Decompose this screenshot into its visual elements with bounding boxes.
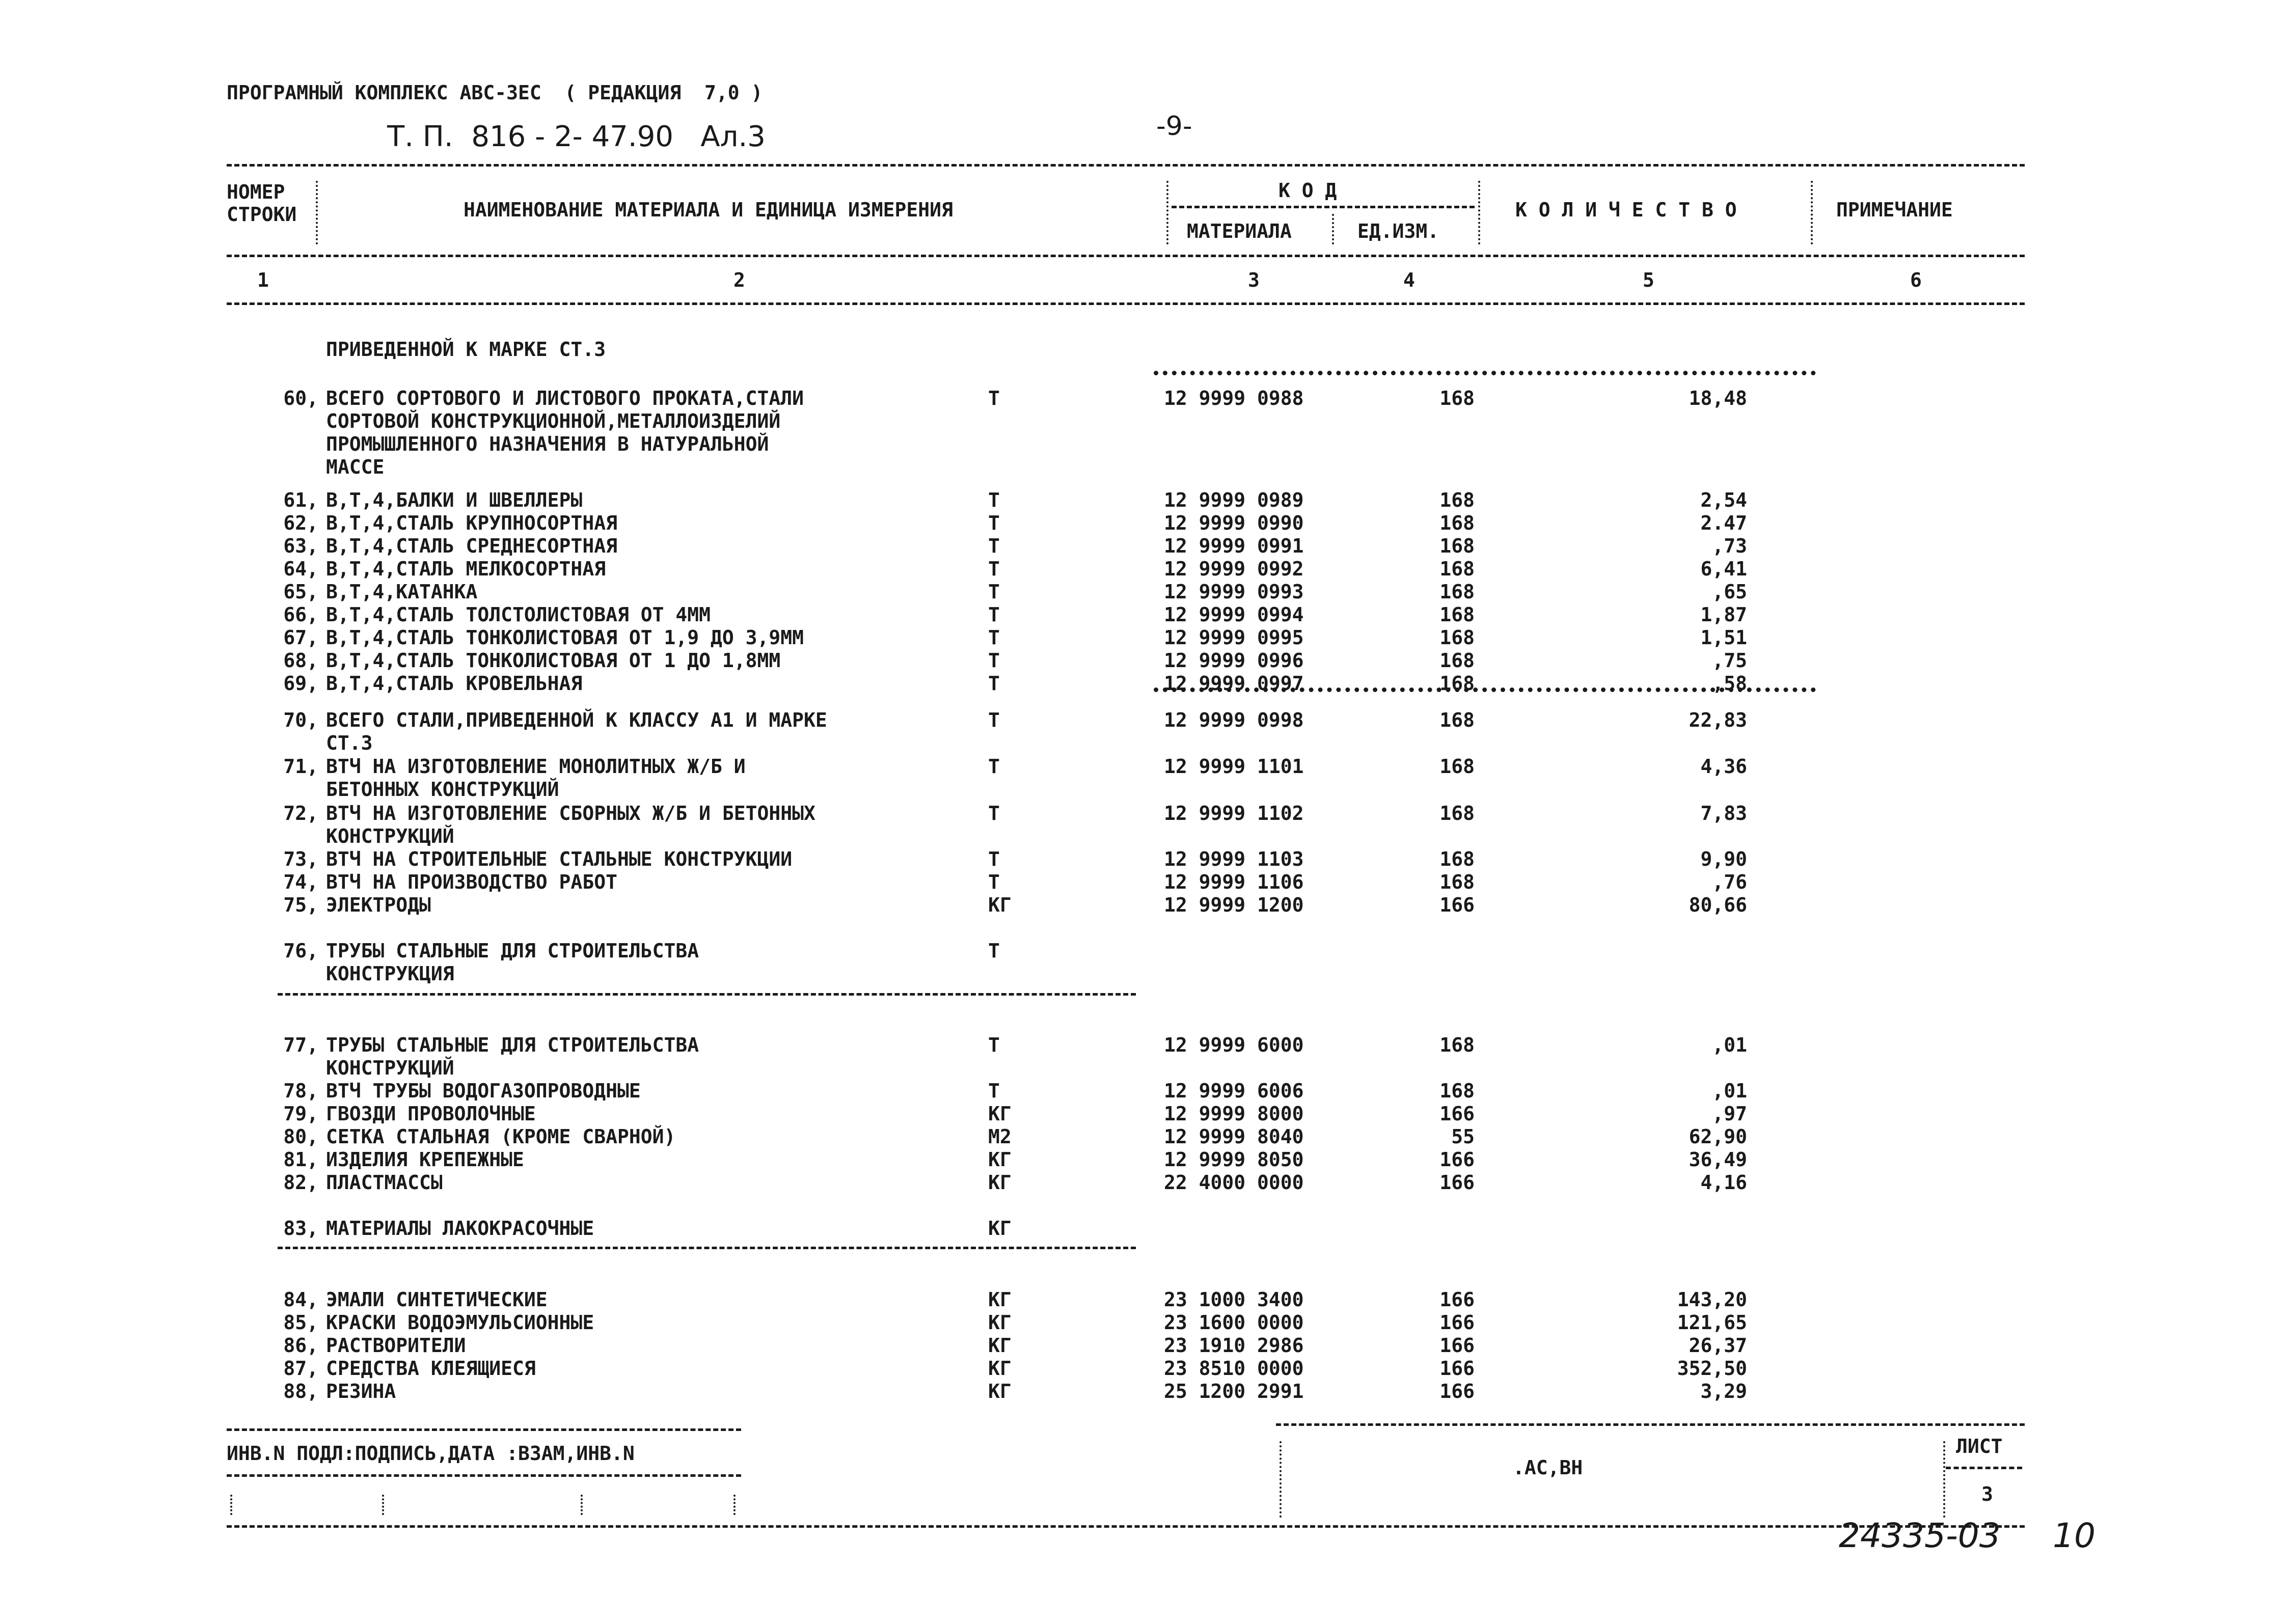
unit-code: 166 — [1439, 1357, 1475, 1380]
unit-code: 166 — [1439, 1380, 1475, 1402]
row-number: 82, — [283, 1171, 318, 1194]
material-name: В,Т,4,СТАЛЬ ТОНКОЛИСТОВАЯ ОТ 1 ДО 1,8ММ — [326, 649, 781, 672]
material-name: В,Т,4,КАТАНКА — [326, 581, 478, 603]
section-title: ПРИВЕДЕННОЙ К МАРКЕ СТ.3 — [326, 338, 606, 361]
stamp-top-rule — [227, 1428, 741, 1431]
title-block-left — [1280, 1441, 1282, 1518]
unit-label: Т — [988, 802, 1000, 824]
header-num-1: 1 — [257, 269, 269, 291]
unit-code: 166 — [1439, 1288, 1475, 1311]
material-code: 12 9999 8000 — [1164, 1103, 1304, 1125]
header-kod-rule — [1172, 206, 1475, 208]
row-number: 60, — [283, 387, 318, 409]
material-name: В,Т,4,СТАЛЬ ТОЛСТОЛИСТОВАЯ ОТ 4ММ — [326, 603, 711, 626]
total-separator-1 — [1154, 371, 1816, 375]
unit-code: 168 — [1439, 581, 1475, 603]
header-num-6: 6 — [1910, 269, 1922, 291]
unit-code: 168 — [1439, 603, 1475, 626]
unit-label: КГ — [988, 1357, 1012, 1380]
material-name: В,Т,4,СТАЛЬ МЕЛКОСОРТНАЯ — [326, 558, 606, 580]
material-code: 12 9999 8040 — [1164, 1125, 1304, 1148]
unit-label: М2 — [988, 1125, 1012, 1148]
material-code: 12 9999 0994 — [1164, 603, 1304, 626]
quantity-value: ,75 — [1712, 649, 1747, 672]
material-code: 12 9999 0988 — [1164, 387, 1304, 409]
unit-code: 168 — [1439, 626, 1475, 649]
material-code: 12 9999 1200 — [1164, 894, 1304, 916]
material-name: ПРОМЫШЛЕННОГО НАЗНАЧЕНИЯ В НАТУРАЛЬНОЙ — [326, 433, 769, 455]
unit-code: 168 — [1439, 387, 1475, 409]
unit-label: КГ — [988, 1171, 1012, 1194]
material-code: 12 9999 0996 — [1164, 649, 1304, 672]
quantity-value: ,73 — [1712, 535, 1747, 557]
quantity-value: 6,41 — [1700, 558, 1747, 580]
header-bottom-rule — [227, 302, 2025, 305]
header-sep-3 — [1478, 181, 1480, 244]
material-name: ВСЕГО СОРТОВОГО И ЛИСТОВОГО ПРОКАТА,СТАЛИ — [326, 387, 804, 409]
quantity-value: 4,16 — [1700, 1171, 1747, 1194]
unit-label: КГ — [988, 1217, 1012, 1240]
stamp-cell-2 — [382, 1495, 384, 1515]
material-name: ЭЛЕКТРОДЫ — [326, 894, 431, 916]
material-name: СРЕДСТВА КЛЕЯЩИЕСЯ — [326, 1357, 536, 1380]
material-name: ЭМАЛИ СИНТЕТИЧЕСКИЕ — [326, 1288, 548, 1311]
row-number: 73, — [283, 848, 318, 870]
unit-label: Т — [988, 512, 1000, 534]
page-number: -9- — [1156, 111, 1192, 142]
unit-code: 168 — [1439, 1034, 1475, 1056]
material-name: В,Т,4,СТАЛЬ КРУПНОСОРТНАЯ — [326, 512, 617, 534]
header-num-3: 3 — [1248, 269, 1260, 291]
unit-label: КГ — [988, 894, 1012, 916]
unit-code: 55 — [1451, 1125, 1475, 1148]
header-quantity: К О Л И Ч Е С Т В О — [1515, 199, 1737, 221]
material-name: ВТЧ НА ПРОИЗВОДСТВО РАБОТ — [326, 871, 617, 893]
material-name: СОРТОВОЙ КОНСТРУКЦИОННОЙ,МЕТАЛЛОИЗДЕЛИЙ — [326, 410, 781, 432]
header-row-number: НОМЕР СТРОКИ — [227, 181, 297, 226]
material-name: МАССЕ — [326, 456, 385, 478]
material-code: 25 1200 2991 — [1164, 1380, 1304, 1402]
unit-label: Т — [988, 489, 1000, 511]
quantity-value: ,01 — [1712, 1080, 1747, 1102]
group-separator-83 — [278, 1247, 1136, 1249]
material-code: 12 9999 0990 — [1164, 512, 1304, 534]
unit-label: Т — [988, 1080, 1000, 1102]
material-name: ВТЧ ТРУБЫ ВОДОГАЗОПРОВОДНЫЕ — [326, 1080, 641, 1102]
row-number: 88, — [283, 1380, 318, 1402]
material-name: ТРУБЫ СТАЛЬНЫЕ ДЛЯ СТРОИТЕЛЬСТВА — [326, 1034, 699, 1056]
quantity-value: 1,51 — [1700, 626, 1747, 649]
stamp-cell-1 — [230, 1495, 232, 1515]
unit-code: 166 — [1439, 894, 1475, 916]
unit-label: Т — [988, 755, 1000, 778]
row-number: 86, — [283, 1334, 318, 1357]
header-sep-1 — [316, 181, 318, 244]
unit-code: 168 — [1439, 802, 1475, 824]
material-name: РАСТВОРИТЕЛИ — [326, 1334, 466, 1357]
unit-label: Т — [988, 626, 1000, 649]
row-number: 68, — [283, 649, 318, 672]
quantity-value: 4,36 — [1700, 755, 1747, 778]
row-number: 63, — [283, 535, 318, 557]
header-kod: К О Д — [1278, 179, 1337, 202]
quantity-value: 80,66 — [1689, 894, 1747, 916]
material-name: СТ.3 — [326, 732, 373, 754]
material-name: ТРУБЫ СТАЛЬНЫЕ ДЛЯ СТРОИТЕЛЬСТВА — [326, 940, 699, 962]
unit-code: 168 — [1439, 1080, 1475, 1102]
unit-label: Т — [988, 940, 1000, 962]
quantity-value: 121,65 — [1677, 1311, 1747, 1334]
quantity-value: ,97 — [1712, 1103, 1747, 1125]
material-code: 12 9999 0992 — [1164, 558, 1304, 580]
quantity-value: 9,90 — [1700, 848, 1747, 870]
row-number: 64, — [283, 558, 318, 580]
material-code: 12 9999 0995 — [1164, 626, 1304, 649]
material-code: 23 1600 0000 — [1164, 1311, 1304, 1334]
material-code: 23 1000 3400 — [1164, 1288, 1304, 1311]
material-code: 22 4000 0000 — [1164, 1171, 1304, 1194]
row-number: 85, — [283, 1311, 318, 1334]
unit-code: 168 — [1439, 848, 1475, 870]
unit-label: Т — [988, 848, 1000, 870]
stamp-mid-rule — [227, 1474, 741, 1477]
material-code: 12 9999 6000 — [1164, 1034, 1304, 1056]
material-code: 12 9999 0989 — [1164, 489, 1304, 511]
row-number: 65, — [283, 581, 318, 603]
row-number: 69, — [283, 672, 318, 695]
quantity-value: 18,48 — [1689, 387, 1747, 409]
unit-code: 168 — [1439, 649, 1475, 672]
quantity-value: 143,20 — [1677, 1288, 1747, 1311]
unit-label: Т — [988, 387, 1000, 409]
quantity-value: 36,49 — [1689, 1148, 1747, 1171]
unit-label: Т — [988, 1034, 1000, 1056]
sheet-number: 3 — [1981, 1483, 1993, 1505]
unit-code: 168 — [1439, 709, 1475, 731]
quantity-value: 22,83 — [1689, 709, 1747, 731]
unit-code: 168 — [1439, 489, 1475, 511]
unit-code: 168 — [1439, 535, 1475, 557]
header-note: ПРИМЕЧАНИЕ — [1836, 199, 1953, 221]
group-separator-76 — [278, 993, 1136, 996]
header-num-4: 4 — [1403, 269, 1415, 291]
unit-code: 168 — [1439, 512, 1475, 534]
quantity-value: 62,90 — [1689, 1125, 1747, 1148]
material-code: 12 9999 0991 — [1164, 535, 1304, 557]
material-name: ВТЧ НА ИЗГОТОВЛЕНИЕ СБОРНЫХ Ж/Б И БЕТОННЫХ — [326, 802, 815, 824]
unit-label: КГ — [988, 1148, 1012, 1171]
material-code: 12 9999 1101 — [1164, 755, 1304, 778]
material-name: ГВОЗДИ ПРОВОЛОЧНЫЕ — [326, 1103, 536, 1125]
unit-label: КГ — [988, 1380, 1012, 1402]
stamp-labels: ИНВ.N ПОДЛ:ПОДПИСЬ,ДАТА :ВЗАМ,ИНВ.N — [227, 1442, 635, 1465]
header-kod-unit: ЕД.ИЗМ. — [1357, 220, 1439, 242]
row-number: 67, — [283, 626, 318, 649]
material-name: БЕТОННЫХ КОНСТРУКЦИЙ — [326, 778, 559, 801]
stamp-cell-3 — [581, 1495, 583, 1515]
header-sep-2 — [1166, 181, 1168, 244]
unit-code: 168 — [1439, 755, 1475, 778]
quantity-value: 2,54 — [1700, 489, 1747, 511]
row-number: 79, — [283, 1103, 318, 1125]
material-name: В,Т,4,СТАЛЬ КРОВЕЛЬНАЯ — [326, 672, 583, 695]
quantity-value: 26,37 — [1689, 1334, 1747, 1357]
sheet-box-rule — [1946, 1467, 2022, 1469]
unit-code: 166 — [1439, 1171, 1475, 1194]
material-name: ИЗДЕЛИЯ КРЕПЕЖНЫЕ — [326, 1148, 524, 1171]
material-code: 23 8510 0000 — [1164, 1357, 1304, 1380]
page-bottom-rule — [227, 1525, 2025, 1528]
material-name: ВТЧ НА ИЗГОТОВЛЕНИЕ МОНОЛИТНЫХ Ж/Б И — [326, 755, 746, 778]
material-code: 12 9999 1103 — [1164, 848, 1304, 870]
unit-code: 168 — [1439, 558, 1475, 580]
row-number: 78, — [283, 1080, 318, 1102]
row-number: 72, — [283, 802, 318, 824]
header-kod-sep — [1332, 214, 1334, 244]
doc-reference: Т. П. 816 - 2- 47.90 Ал.3 — [387, 120, 766, 153]
quantity-value: 352,50 — [1677, 1357, 1747, 1380]
row-number: 80, — [283, 1125, 318, 1148]
title-block-top-rule — [1276, 1423, 2025, 1426]
quantity-value: 3,29 — [1700, 1380, 1747, 1402]
unit-code: 168 — [1439, 871, 1475, 893]
row-number: 74, — [283, 871, 318, 893]
row-number: 62, — [283, 512, 318, 534]
stamp-cell-4 — [733, 1495, 736, 1515]
header-mid-rule — [227, 255, 2025, 257]
material-code: 12 9999 0998 — [1164, 709, 1304, 731]
unit-label: Т — [988, 871, 1000, 893]
material-name: СЕТКА СТАЛЬНАЯ (КРОМЕ СВАРНОЙ) — [326, 1125, 676, 1148]
quantity-value: ,65 — [1712, 581, 1747, 603]
row-number: 84, — [283, 1288, 318, 1311]
material-name: В,Т,4,СТАЛЬ СРЕДНЕСОРТНАЯ — [326, 535, 617, 557]
row-number: 87, — [283, 1357, 318, 1380]
header-num-2: 2 — [733, 269, 745, 291]
unit-code: 166 — [1439, 1103, 1475, 1125]
unit-code: 168 — [1439, 672, 1475, 695]
unit-code: 166 — [1439, 1148, 1475, 1171]
row-number: 75, — [283, 894, 318, 916]
material-name: МАТЕРИАЛЫ ЛАКОКРАСОЧНЫЕ — [326, 1217, 594, 1240]
material-code: 12 9999 1106 — [1164, 871, 1304, 893]
material-name: ВСЕГО СТАЛИ,ПРИВЕДЕННОЙ К КЛАССУ А1 И МАРКЕ — [326, 709, 827, 731]
row-number: 71, — [283, 755, 318, 778]
material-code: 12 9999 6006 — [1164, 1080, 1304, 1102]
material-name: КОНСТРУКЦИЙ — [326, 825, 454, 847]
quantity-value: 7,83 — [1700, 802, 1747, 824]
material-name: В,Т,4,БАЛКИ И ШВЕЛЛЕРЫ — [326, 489, 583, 511]
quantity-value: ,58 — [1712, 672, 1747, 695]
unit-label: Т — [988, 603, 1000, 626]
material-code: 12 9999 8050 — [1164, 1148, 1304, 1171]
unit-label: Т — [988, 649, 1000, 672]
quantity-value: ,76 — [1712, 871, 1747, 893]
material-code: 12 9999 0997 — [1164, 672, 1304, 695]
header-num-5: 5 — [1643, 269, 1654, 291]
archive-number: 24335-03 — [1839, 1516, 2001, 1555]
row-number: 70, — [283, 709, 318, 731]
header-kod-material: МАТЕРИАЛА — [1187, 220, 1292, 242]
row-number: 81, — [283, 1148, 318, 1171]
header-material-name: НАИМЕНОВАНИЕ МАТЕРИАЛА И ЕДИНИЦА ИЗМЕРЕНИЯ — [464, 199, 953, 221]
quantity-value: 2.47 — [1700, 512, 1747, 534]
unit-label: Т — [988, 581, 1000, 603]
material-name: РЕЗИНА — [326, 1380, 396, 1402]
unit-label: Т — [988, 709, 1000, 731]
unit-label: Т — [988, 558, 1000, 580]
unit-code: 166 — [1439, 1311, 1475, 1334]
material-code: 23 1910 2986 — [1164, 1334, 1304, 1357]
doc-code: .АС,ВН — [1513, 1456, 1583, 1479]
material-name: КОНСТРУКЦИЙ — [326, 1057, 454, 1079]
sheet-box-left — [1943, 1441, 1945, 1518]
material-name: В,Т,4,СТАЛЬ ТОНКОЛИСТОВАЯ ОТ 1,9 ДО 3,9ММ — [326, 626, 804, 649]
unit-label: Т — [988, 672, 1000, 695]
material-code: 12 9999 1102 — [1164, 802, 1304, 824]
quantity-value: ,01 — [1712, 1034, 1747, 1056]
unit-code: 166 — [1439, 1334, 1475, 1357]
header-sep-4 — [1811, 181, 1813, 244]
program-title: ПРОГРАМНЫЙ КОМПЛЕКС АВС-3ЕС ( РЕДАКЦИЯ 7,0 ) — [227, 81, 763, 104]
material-name: КОНСТРУКЦИЯ — [326, 962, 454, 985]
material-name: ВТЧ НА СТРОИТЕЛЬНЫЕ СТАЛЬНЫЕ КОНСТРУКЦИИ — [326, 848, 793, 870]
archive-suffix: 10 — [2053, 1516, 2096, 1555]
row-number: 76, — [283, 940, 318, 962]
quantity-value: 1,87 — [1700, 603, 1747, 626]
material-code: 12 9999 0993 — [1164, 581, 1304, 603]
unit-label: КГ — [988, 1334, 1012, 1357]
material-name: ПЛАСТМАССЫ — [326, 1171, 443, 1194]
unit-label: КГ — [988, 1288, 1012, 1311]
row-number: 61, — [283, 489, 318, 511]
row-number: 66, — [283, 603, 318, 626]
unit-label: КГ — [988, 1311, 1012, 1334]
unit-label: КГ — [988, 1103, 1012, 1125]
unit-label: Т — [988, 535, 1000, 557]
row-number: 77, — [283, 1034, 318, 1056]
sheet-label: ЛИСТ — [1956, 1435, 2003, 1457]
row-number: 83, — [283, 1217, 318, 1240]
header-top-rule — [227, 164, 2025, 167]
material-name: КРАСКИ ВОДОЭМУЛЬСИОННЫЕ — [326, 1311, 594, 1334]
